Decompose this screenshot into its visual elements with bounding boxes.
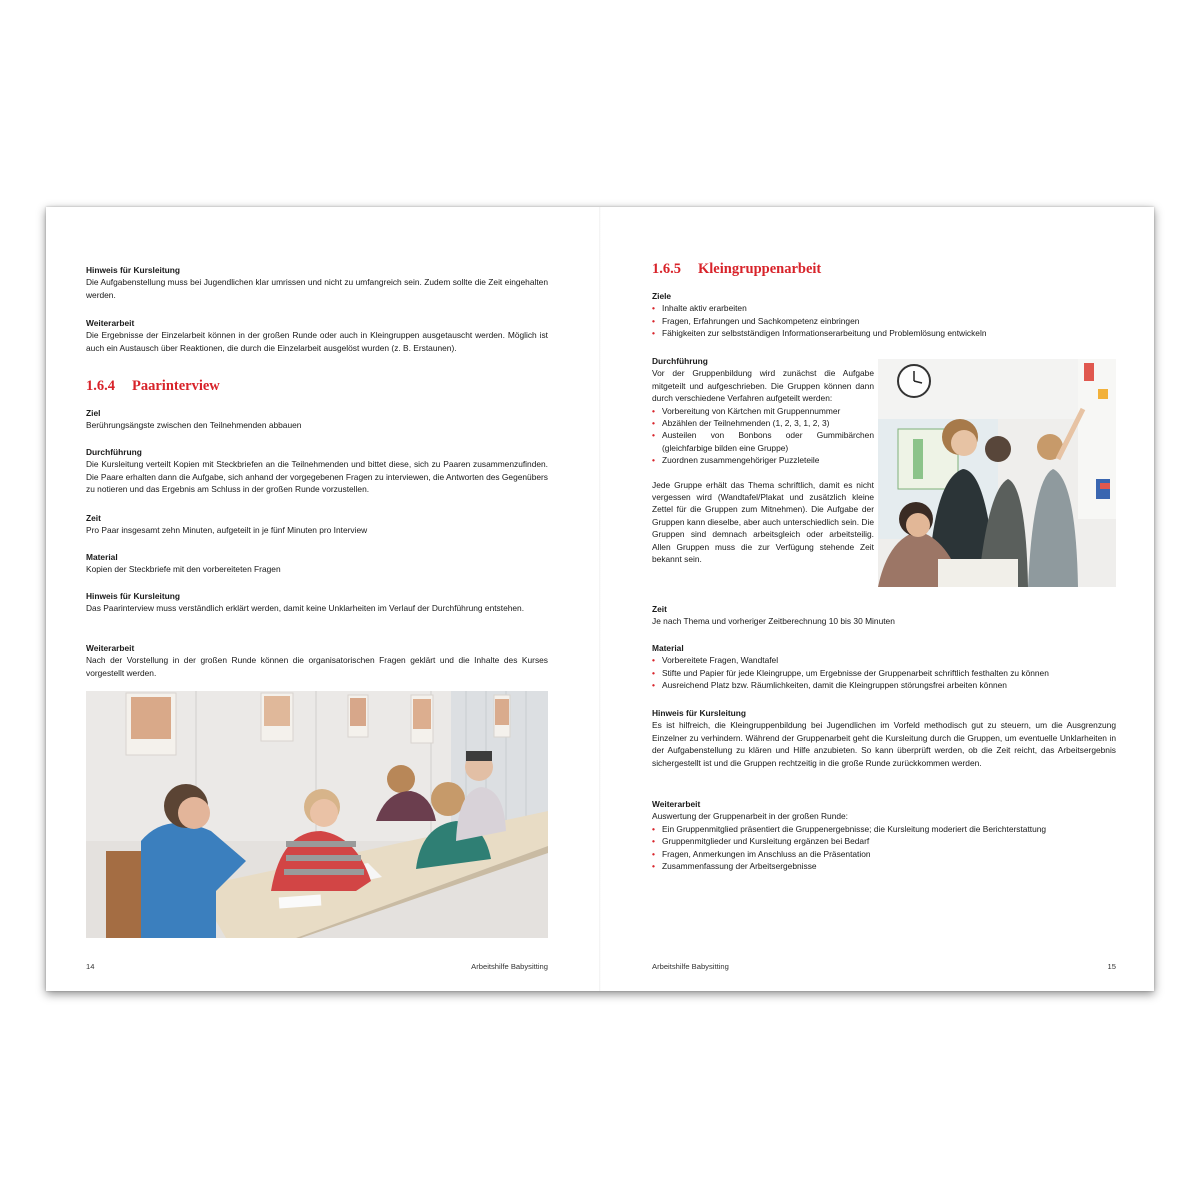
- list-item: • Fähigkeiten zur selbstständigen Informationserarbeitung und Problemlösung entwickeln: [652, 327, 1116, 339]
- durchfuehrung-text: Vor der Gruppenbildung wird zunächst die Aufgabe mitgeteilt und aufgeschrieben. Die Gruppen können dann durch verschiedene Verfahren aufgeteilt werden:: [652, 368, 874, 404]
- hinweis-text: Die Aufgabenstellung muss bei Jugendlichen klar umrissen und nicht zu umfangreich sein. Zudem sollte die Zeit eingehalten werden.: [86, 277, 548, 300]
- thema-text: Jede Gruppe erhält das Thema schriftlich, damit es nicht vergessen wird (Wandtafel/Plakat und zusätzlich kleine Zettel für die Gruppen zum Mitnehmen). Die Aufgabe der Gruppen kann dieselbe, aber auch unterschiedlich sein. Die Gruppen sind demnach arbeitsgleich oder arbeitsteilig. Allen Gruppen muss die zur Verfügung stehende Zeit bekannt sein.: [652, 479, 874, 565]
- zeit-block: [86, 512, 548, 537]
- right-footer-title: Arbeitshilfe Babysitting: [652, 962, 729, 971]
- hinweis-block: [652, 707, 1116, 769]
- list-item: • Zuordnen zusammengehöriger Puzzleteile: [652, 454, 874, 466]
- material-block: [86, 551, 548, 576]
- durchfuehrung-text: Die Kursleitung verteilt Kopien mit Steckbriefen an die Teilnehmenden und bittet diese, sich zu Paaren zusammenzufinden. Die Paare erhalten dann die Aufgabe, sich anhand der vorgegebenen Fragen zu interviewen, die Antworten des Gegenübers zu notieren und das Ergebnis am Schluss in der großen Runde vorzustellen.: [86, 459, 548, 495]
- hinweis-text: Es ist hilfreich, die Kleingruppenbildung bei Jugendlichen im Vorfeld methodisch gut zu steuern, um die Ausgrenzung Einzelner zu verhindern. Während der Gruppenarbeit geht die Kursleitung durch die Gruppen, um eventuelle Unklarheiten in der Aufgabenstellung zu klären und Hilfe anzubieten. So kann überprüft werden, ob die Zeit reicht, das Arbeitsergebnis sichergestellt ist und die Gruppen rechtzeitig in die große Runde zurückkommen werden.: [652, 720, 1116, 768]
- hinweis-block: [86, 264, 548, 301]
- durchfuehrung-block: [86, 446, 548, 496]
- list-item: • Abzählen der Teilnehmenden (1, 2, 3, 1, 2, 3): [652, 417, 874, 429]
- left-footer-title: Arbeitshilfe Babysitting: [471, 962, 548, 971]
- hinweis2-text: Das Paarinterview muss verständlich erklärt werden, damit keine Unklarheiten im Verlauf der Durchführung entstehen.: [86, 603, 525, 614]
- zeit-label: Zeit: [86, 513, 101, 523]
- weiterarbeit-label: Weiterarbeit: [86, 318, 135, 328]
- classroom-illustration: [86, 691, 548, 938]
- material-label: Material: [652, 643, 684, 653]
- section-heading-paarinterview: [86, 377, 548, 395]
- zeit-text: Je nach Thema und vorheriger Zeitberechnung 10 bis 30 Minuten: [652, 616, 895, 627]
- section-heading-kleingruppenarbeit: [652, 260, 1116, 278]
- page-gutter: [599, 207, 601, 991]
- hinweis2-label: Hinweis für Kursleitung: [86, 591, 180, 601]
- list-item: • Vorbereitung von Kärtchen mit Gruppennummer: [652, 405, 874, 417]
- material-list: [652, 654, 1116, 691]
- weiterarbeit2-text: Nach der Vorstellung in der großen Runde können die organisatorischen Fragen geklärt und die Inhalte des Kurses vorgestellt werden.: [86, 655, 548, 678]
- list-item: • Ausreichend Platz bzw. Räumlichkeiten, damit die Kleingruppen störungsfrei arbeiten können: [652, 679, 1116, 691]
- weiterarbeit-list: [652, 823, 1116, 873]
- weiterarbeit-label: Weiterarbeit: [652, 799, 701, 809]
- material-text: Kopien der Steckbriefe mit den vorbereiteten Fragen: [86, 564, 281, 575]
- weiterarbeit-block: [86, 317, 548, 354]
- ziele-block: [652, 290, 1116, 340]
- durchfuehrung-block: [652, 355, 874, 566]
- material-block: [652, 642, 1116, 692]
- material-label: Material: [86, 552, 118, 562]
- weiterarbeit-text: Die Ergebnisse der Einzelarbeit können in der großen Runde oder auch in Kleingruppen ausgetauscht werden. Möglich ist auch ein Austausch über Reaktionen, die durch die Einzelarbeit ausgelöst wurden (z. B. Erstaunen).: [86, 330, 548, 353]
- weiterarbeit-block: [652, 798, 1116, 872]
- weiterarbeit2-block: [86, 642, 548, 679]
- section-number: 1.6.4: [86, 378, 115, 394]
- durchfuehrung-label: Durchführung: [86, 447, 142, 457]
- zeit-block: [652, 603, 1116, 628]
- group-work-photo: [878, 359, 1116, 587]
- left-page: [86, 207, 548, 991]
- section-title: Kleingruppenarbeit: [698, 261, 822, 277]
- list-item: • Fragen, Anmerkungen im Anschluss an die Präsentation: [652, 848, 1116, 860]
- weiterarbeit2-label: Weiterarbeit: [86, 643, 135, 653]
- list-item: • Austeilen von Bonbons oder Gummibärchen (gleichfarbige bilden eine Gruppe): [652, 429, 874, 454]
- list-item: • Zusammenfassung der Arbeitsergebnisse: [652, 860, 1116, 872]
- verfahren-list: [652, 405, 874, 467]
- section-number: 1.6.5: [652, 261, 681, 277]
- list-item: • Gruppenmitglieder und Kursleitung ergänzen bei Bedarf: [652, 835, 1116, 847]
- ziel-text: Berührungsängste zwischen den Teilnehmenden abbauen: [86, 420, 302, 431]
- book-spread: [46, 207, 1154, 991]
- ziele-label: Ziele: [652, 291, 672, 301]
- zeit-label: Zeit: [652, 604, 667, 614]
- group-work-illustration: [878, 359, 1116, 587]
- ziel-label: Ziel: [86, 408, 101, 418]
- ziele-list: [652, 302, 1116, 339]
- hinweis-label: Hinweis für Kursleitung: [652, 708, 746, 718]
- right-page-number: 15: [1107, 962, 1116, 971]
- list-item: • Vorbereitete Fragen, Wandtafel: [652, 654, 1116, 666]
- list-item: • Fragen, Erfahrungen und Sachkompetenz einbringen: [652, 315, 1116, 327]
- classroom-photo: [86, 691, 548, 938]
- ziel-block: [86, 407, 548, 432]
- left-page-number: 14: [86, 962, 95, 971]
- hinweis-label: Hinweis für Kursleitung: [86, 265, 180, 275]
- section-title: Paarinterview: [132, 378, 220, 394]
- hinweis2-block: [86, 590, 548, 615]
- list-item: • Inhalte aktiv erarbeiten: [652, 302, 1116, 314]
- durchfuehrung-label: Durchführung: [652, 356, 708, 366]
- list-item: • Stifte und Papier für jede Kleingruppe, um Ergebnisse der Gruppenarbeit schriftlich festhalten zu können: [652, 667, 1116, 679]
- list-item: • Ein Gruppenmitglied präsentiert die Gruppenergebnisse; die Kursleitung moderiert die Berichterstattung: [652, 823, 1116, 835]
- weiterarbeit-text: Auswertung der Gruppenarbeit in der großen Runde:: [652, 811, 848, 822]
- right-page: [652, 207, 1116, 991]
- zeit-text: Pro Paar insgesamt zehn Minuten, aufgeteilt in je fünf Minuten pro Interview: [86, 525, 368, 536]
